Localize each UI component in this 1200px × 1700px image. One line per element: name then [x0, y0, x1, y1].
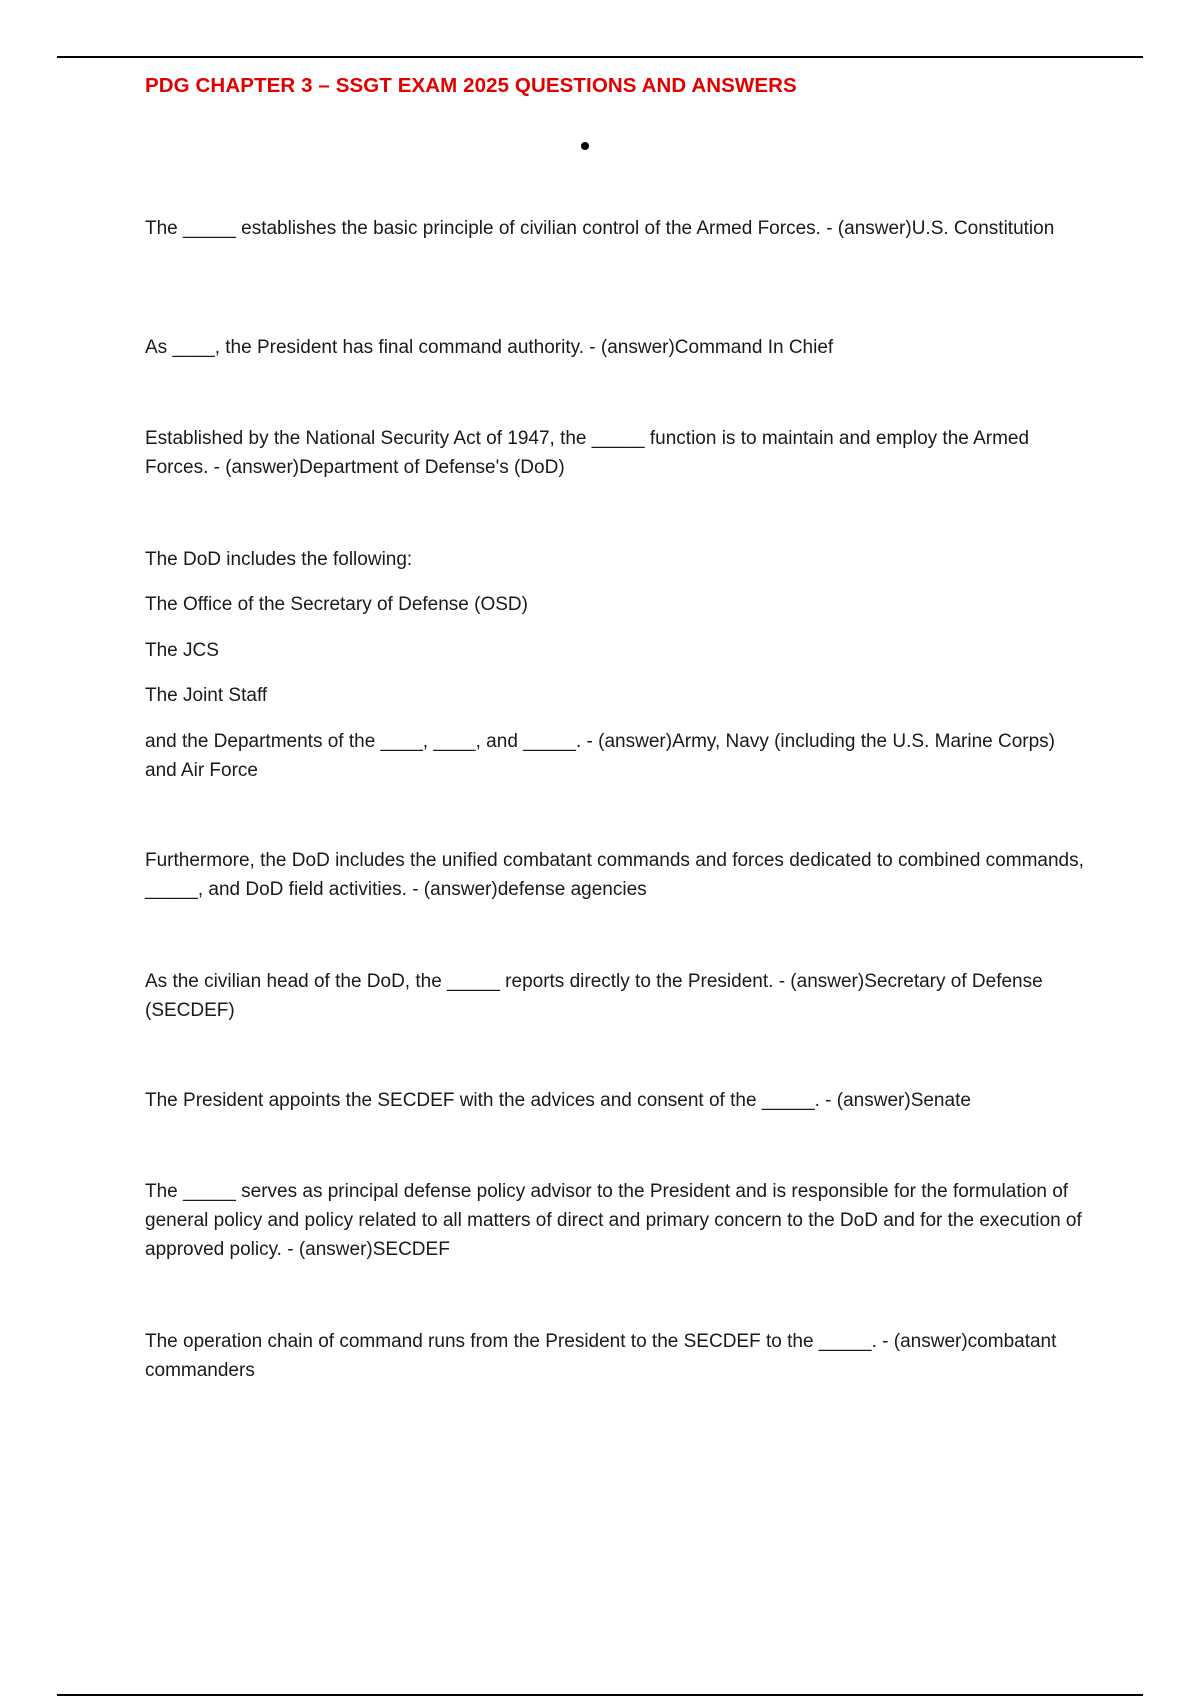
- question-answer-3: Established by the National Security Act of 1947, the _____ function is to maintain and employ the Armed Forces. - (answer)Department of Defense's (DoD): [145, 428, 1030, 478]
- question-answer-5: Furthermore, the DoD includes the unified combatant commands and forces dedicated to combined commands, _____, and DoD field activities. - (answer)defense agencies: [145, 850, 1084, 900]
- question-answer-9: The operation chain of command runs from the President to the SECDEF to the _____. - (answer)combatant commanders: [145, 1331, 1057, 1381]
- question-answer-4: and the Departments of the ____, ____, and _____. - (answer)Army, Navy (including the U.S. Marine Corps) and Air Force: [145, 731, 1055, 781]
- document-title: PDG CHAPTER 3 – SSGT EXAM 2025 QUESTIONS AND ANSWERS: [145, 74, 797, 97]
- question-answer-7: The President appoints the SECDEF with the advices and consent of the _____. - (answer)Senate: [145, 1090, 971, 1111]
- question-answer-1: The _____ establishes the basic principle of civilian control of the Armed Forces. - (answer)U.S. Constitution: [145, 218, 1055, 239]
- header-rule: [57, 56, 1143, 58]
- question-answer-8: The _____ serves as principal defense policy advisor to the President and is responsible for the formulation of general policy and policy related to all matters of direct and primary concern to the DoD and for the execution of approved policy. - (answer)SECDEF: [145, 1181, 1082, 1260]
- question-answer-6: As the civilian head of the DoD, the _____ reports directly to the President. - (answer)Secretary of Defense (SECDEF): [145, 971, 1043, 1021]
- question-answer-2: As ____, the President has final command authority. - (answer)Command In Chief: [145, 337, 834, 358]
- list-intro: The DoD includes the following:: [145, 549, 413, 570]
- bullet-point: [581, 142, 589, 150]
- list-item: The Joint Staff: [145, 685, 268, 706]
- list-item: The Office of the Secretary of Defense (OSD): [145, 594, 528, 615]
- list-item: The JCS: [145, 640, 219, 661]
- footer-rule: [57, 1694, 1143, 1696]
